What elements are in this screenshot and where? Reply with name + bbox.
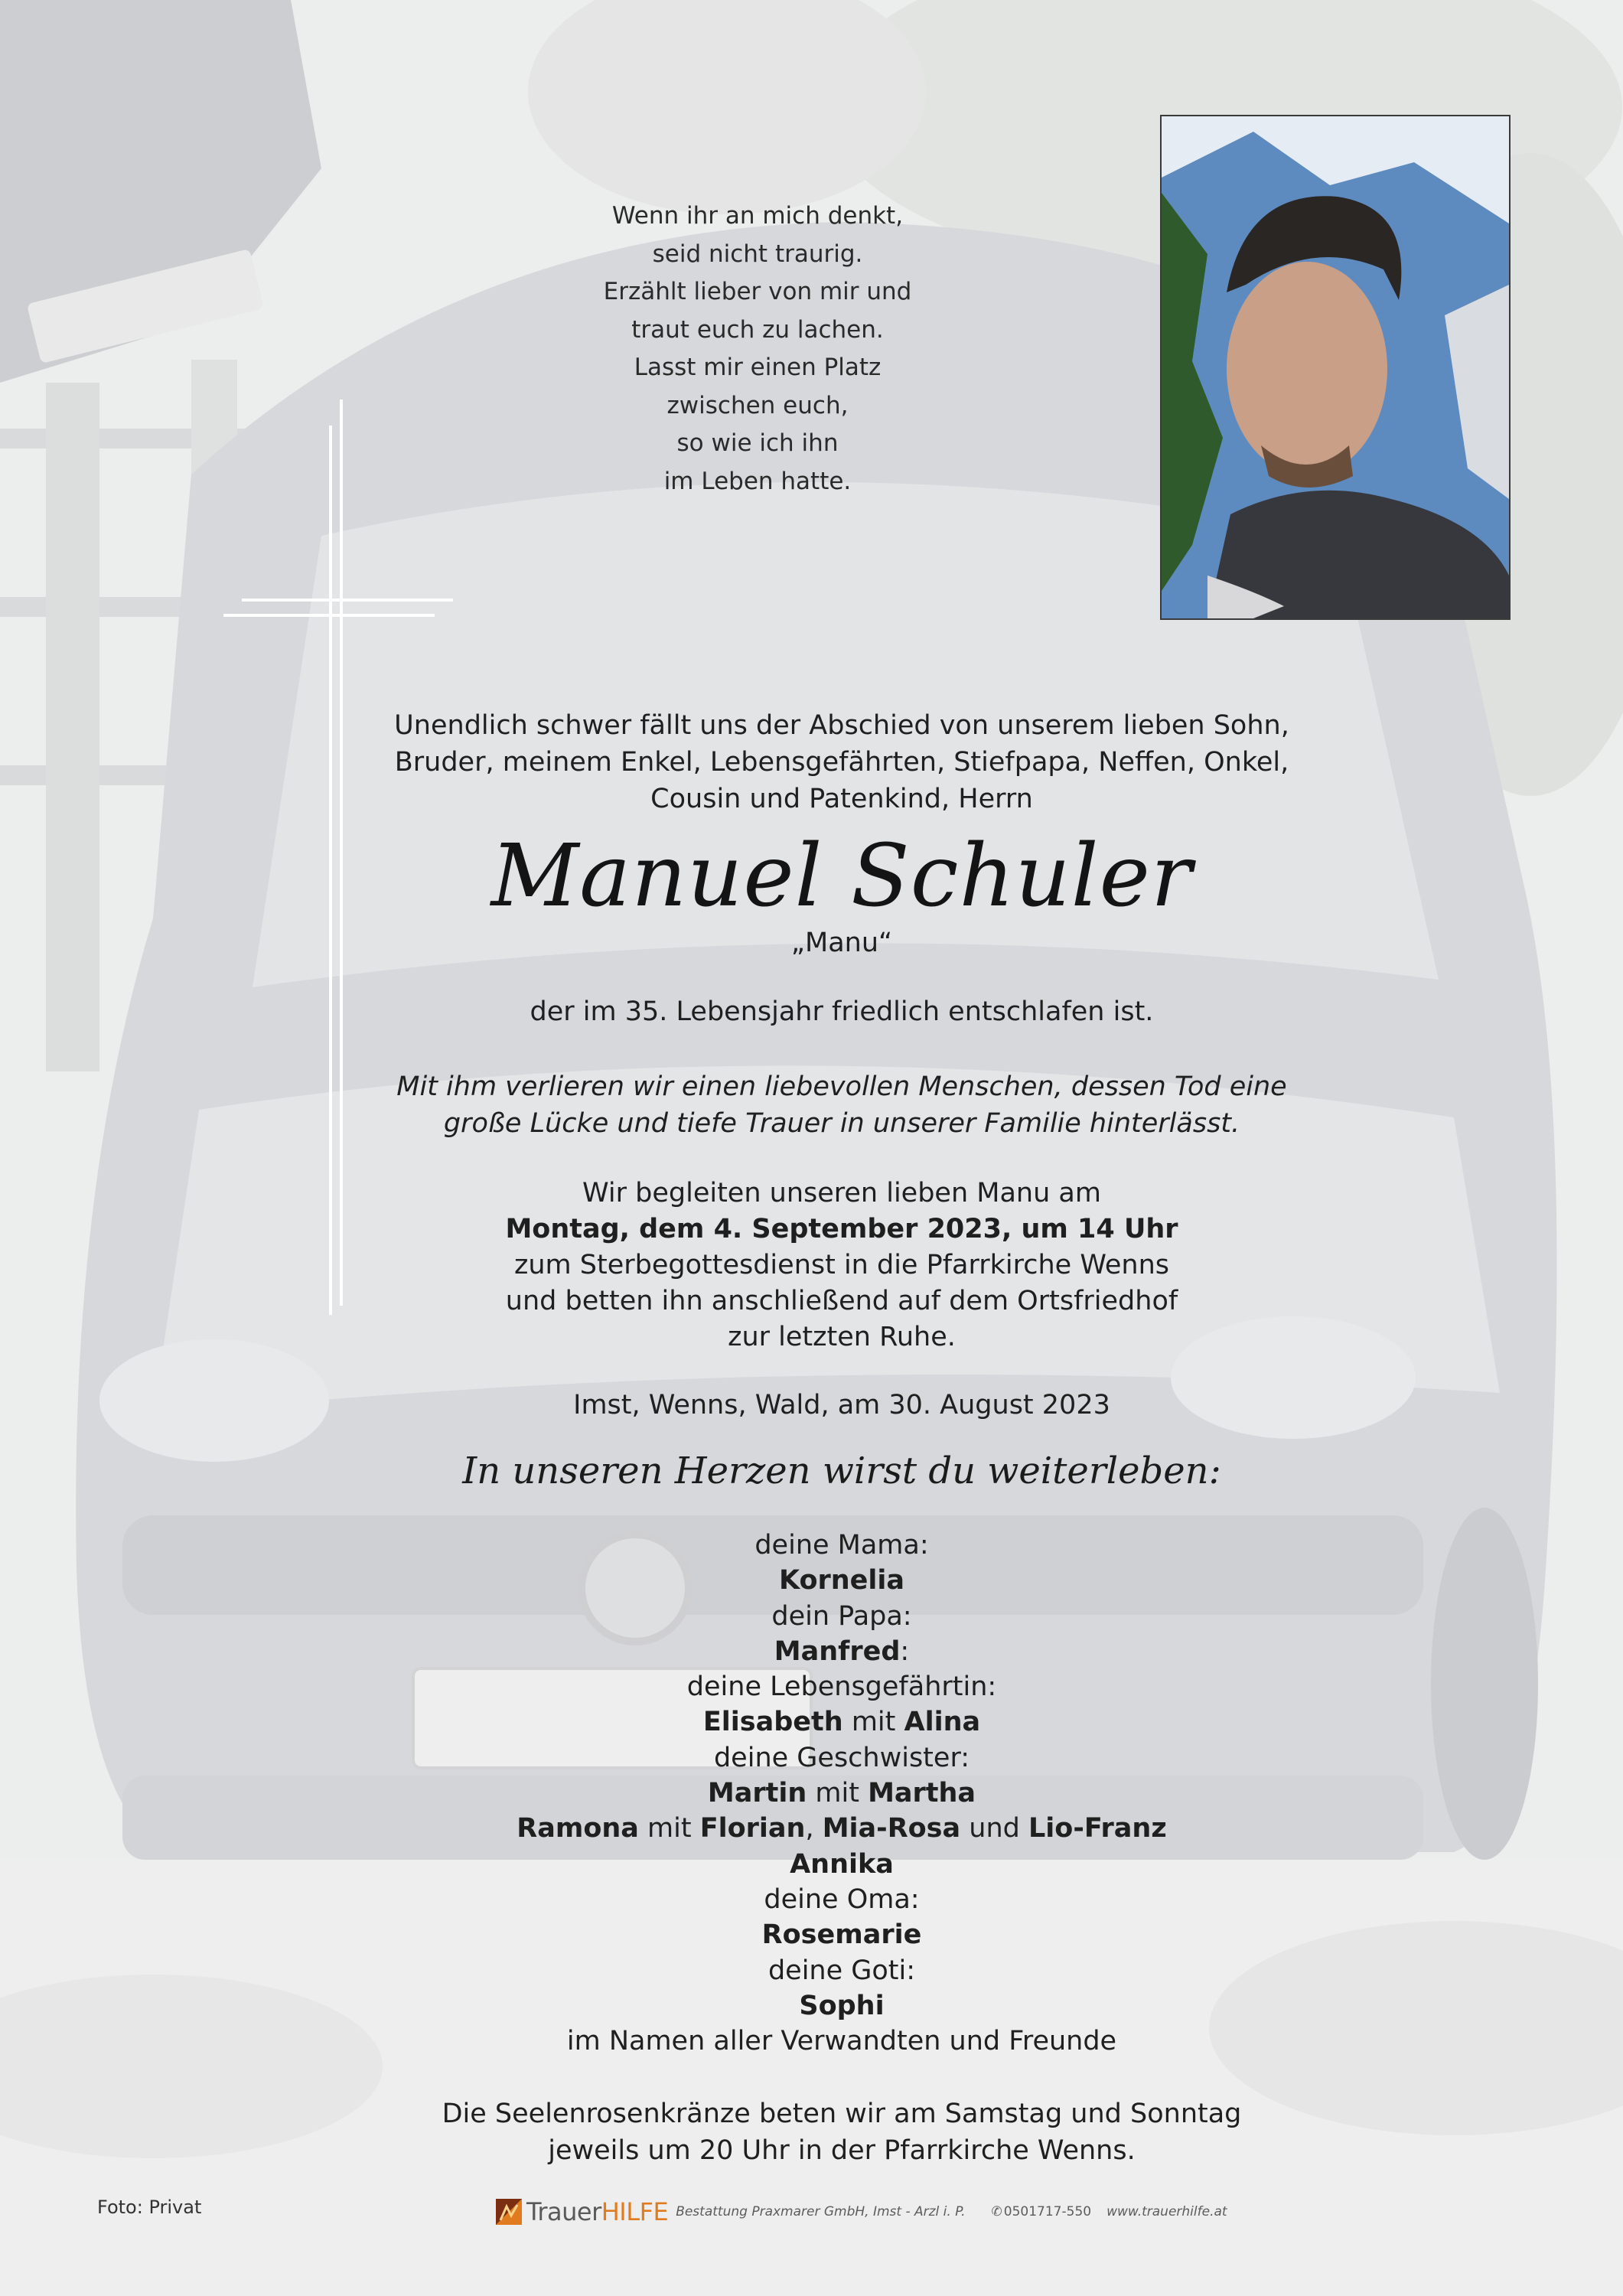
poem-line: Lasst mir einen Platz (634, 354, 882, 381)
family-list (329, 1528, 1354, 2059)
trauerhilfe-logo-icon (496, 2199, 522, 2225)
website-link[interactable]: www.trauerhilfe.at (1106, 2204, 1227, 2219)
intro-line: Bruder, meinem Enkel, Lebensgefährten, Stiefpapa, Neffen, Onkel, (394, 747, 1289, 778)
family-label: deine Geschwister: (713, 1742, 970, 1773)
loss-text (329, 1068, 1354, 1142)
funeral-line: und betten ihn anschließend auf dem Ortsfriedhof (505, 1286, 1178, 1316)
family-name: Mia-Rosa (822, 1813, 961, 1844)
poem-line: zwischen euch, (666, 391, 849, 419)
funeral-line: zur letzten Ruhe. (728, 1322, 956, 1352)
brand-name (526, 2197, 668, 2226)
family-separator: und (960, 1813, 1028, 1844)
deceased-nickname: „Manu“ (790, 928, 893, 958)
intro-line: Unendlich schwer fällt uns der Abschied von unserem lieben Sohn, (394, 710, 1289, 741)
family-label: dein Papa: (771, 1600, 912, 1632)
poem-line: Wenn ihr an mich denkt, (611, 202, 904, 230)
family-label: deine Goti: (768, 1955, 916, 1986)
funeral-date: Montag, dem 4. September 2023, um 14 Uhr (505, 1214, 1178, 1244)
poem-line: Erzählt lieber von mir und (603, 278, 912, 305)
poem-line: im Leben hatte. (663, 467, 852, 495)
family-separator: , (805, 1813, 823, 1844)
photo-credit: Foto: Privat (97, 2197, 202, 2218)
family-name: Sophi (799, 1990, 885, 2021)
phone-number: 0501717-550 (1003, 2204, 1092, 2219)
family-name: Martha (868, 1778, 976, 1809)
family-name: Annika (790, 1848, 894, 1880)
company-info: Bestattung Praxmarer GmbH, Imst - Arzl i. P. (676, 2204, 966, 2219)
poem (536, 197, 979, 501)
brand-part: Trauer (526, 2197, 601, 2226)
family-name: Rosemarie (761, 1919, 922, 1951)
rosary-info (329, 2095, 1354, 2169)
hearts-line: In unseren Herzen wirst du weiterleben: (462, 1450, 1221, 1492)
family-name: Manfred (774, 1636, 901, 1667)
family-separator: mit (638, 1813, 700, 1844)
family-name: Martin (707, 1778, 807, 1809)
family-separator: mit (842, 1707, 904, 1738)
place-date: Imst, Wenns, Wald, am 30. August 2023 (573, 1390, 1110, 1420)
portrait-photo (1160, 115, 1511, 620)
poem-line: traut euch zu lachen. (631, 315, 884, 344)
family-name: Lio-Franz (1028, 1813, 1167, 1844)
family-label: deine Oma: (764, 1883, 920, 1915)
intro-line: Cousin und Patenkind, Herrn (650, 784, 1033, 814)
age-line: der im 35. Lebensjahr friedlich entschlafen ist. (530, 996, 1154, 1027)
family-name: Elisabeth (702, 1707, 843, 1738)
family-label: deine Mama: (754, 1530, 929, 1561)
family-name: Ramona (517, 1813, 639, 1844)
funeral-line: Wir begleiten unseren lieben Manu am (582, 1178, 1101, 1208)
family-label: deine Lebensgefährtin: (686, 1671, 997, 1703)
brand-part: HILFE (601, 2197, 669, 2226)
family-separator: mit (807, 1778, 869, 1809)
funeral-line: zum Sterbegottesdienst in die Pfarrkirche Wenns (513, 1250, 1170, 1280)
phone-icon: ✆ (991, 2204, 1002, 2219)
poem-line: seid nicht traurig. (652, 240, 863, 268)
funeral-details (329, 1176, 1354, 1355)
intro-text (329, 707, 1354, 817)
loss-line: Mit ihm verlieren wir einen liebevollen Menschen, dessen Tod eine (396, 1071, 1287, 1102)
rosary-line: jeweils um 20 Uhr in der Pfarrkirche Wenns. (548, 2135, 1136, 2166)
family-separator: : (900, 1636, 910, 1667)
family-name: Kornelia (778, 1565, 905, 1596)
family-closing: im Namen aller Verwandten und Freunde (566, 2026, 1117, 2057)
family-name: Alina (904, 1707, 981, 1738)
footer (496, 2197, 1227, 2227)
family-name: Florian (699, 1813, 806, 1844)
deceased-name: Manuel Schuler (490, 827, 1193, 926)
loss-line: große Lücke und tiefe Trauer in unserer Familie hinterlässt. (443, 1108, 1240, 1139)
rosary-line: Die Seelenrosenkränze beten wir am Samstag und Sonntag (442, 2099, 1242, 2129)
poem-line: so wie ich ihn (676, 429, 839, 457)
